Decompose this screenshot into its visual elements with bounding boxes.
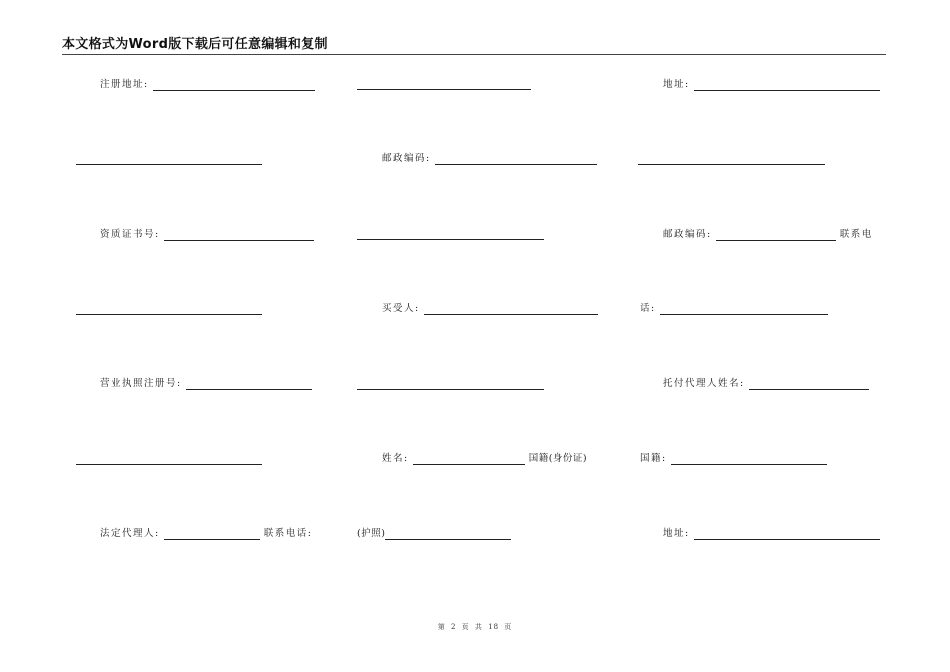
- field-nationality: [640, 453, 827, 465]
- footer-page-unit: 页: [461, 623, 470, 631]
- blank-line[interactable]: [76, 164, 262, 165]
- field-label-tail: 国籍(身份证): [528, 453, 588, 464]
- field-label: 托付代理人姓名:: [663, 378, 745, 389]
- field-address: [663, 79, 880, 91]
- blank-line[interactable]: [638, 164, 825, 165]
- header-title: 本文格式为Word版下载后可任意编辑和复制: [62, 37, 328, 52]
- blank-line[interactable]: [153, 80, 315, 91]
- field-label: 地址:: [663, 79, 690, 90]
- blank-line[interactable]: [671, 454, 827, 465]
- blank-line[interactable]: [424, 304, 598, 315]
- field-name: [382, 453, 587, 465]
- footer-page-number: 2: [450, 623, 457, 631]
- blank-line[interactable]: [694, 80, 880, 91]
- field-phone-continued: [640, 303, 828, 315]
- field-label: 国籍:: [640, 453, 667, 464]
- field-postal-code-2: [663, 229, 873, 241]
- field-label-tail: 联系电话:: [263, 528, 313, 539]
- blank-line[interactable]: [76, 314, 262, 315]
- field-label: (护照): [357, 528, 386, 539]
- field-buyer: [382, 303, 598, 315]
- field-postal-code: [382, 153, 597, 165]
- field-label: 注册地址:: [100, 79, 149, 90]
- blank-line[interactable]: [385, 529, 511, 540]
- footer-prefix: 第: [437, 623, 446, 631]
- footer-total-unit: 页: [504, 623, 513, 631]
- field-label: 资质证书号:: [100, 229, 160, 240]
- field-business-license-no: [100, 378, 312, 390]
- blank-line[interactable]: [164, 230, 314, 241]
- field-label-tail: 联系电: [839, 229, 873, 240]
- field-qualification-cert-no: [100, 229, 314, 241]
- blank-line[interactable]: [749, 379, 869, 390]
- field-label: 邮政编码:: [382, 153, 431, 164]
- blank-line[interactable]: [186, 379, 312, 390]
- field-label: 话:: [640, 303, 656, 314]
- blank-line[interactable]: [694, 529, 880, 540]
- field-label: 法定代理人:: [100, 528, 160, 539]
- blank-line[interactable]: [435, 154, 597, 165]
- blank-line[interactable]: [413, 454, 525, 465]
- field-passport: [357, 528, 511, 540]
- footer-total-pages: 18: [488, 623, 500, 631]
- blank-line[interactable]: [660, 304, 828, 315]
- blank-line[interactable]: [76, 464, 262, 465]
- field-label: 营业执照注册号:: [100, 378, 182, 389]
- blank-line[interactable]: [164, 529, 260, 540]
- field-address-2: [663, 528, 880, 540]
- field-legal-representative: [100, 528, 312, 540]
- field-label: 姓名:: [382, 453, 409, 464]
- blank-line[interactable]: [357, 89, 531, 90]
- field-label: 买受人:: [382, 303, 420, 314]
- field-label: 邮政编码:: [663, 229, 712, 240]
- blank-line[interactable]: [716, 230, 836, 241]
- blank-line[interactable]: [357, 239, 544, 240]
- page-footer: [0, 622, 950, 632]
- footer-mid: 共: [474, 623, 483, 631]
- field-agent-name: [663, 378, 869, 390]
- blank-line[interactable]: [357, 389, 544, 390]
- field-registered-address: [100, 79, 315, 91]
- field-label: 地址:: [663, 528, 690, 539]
